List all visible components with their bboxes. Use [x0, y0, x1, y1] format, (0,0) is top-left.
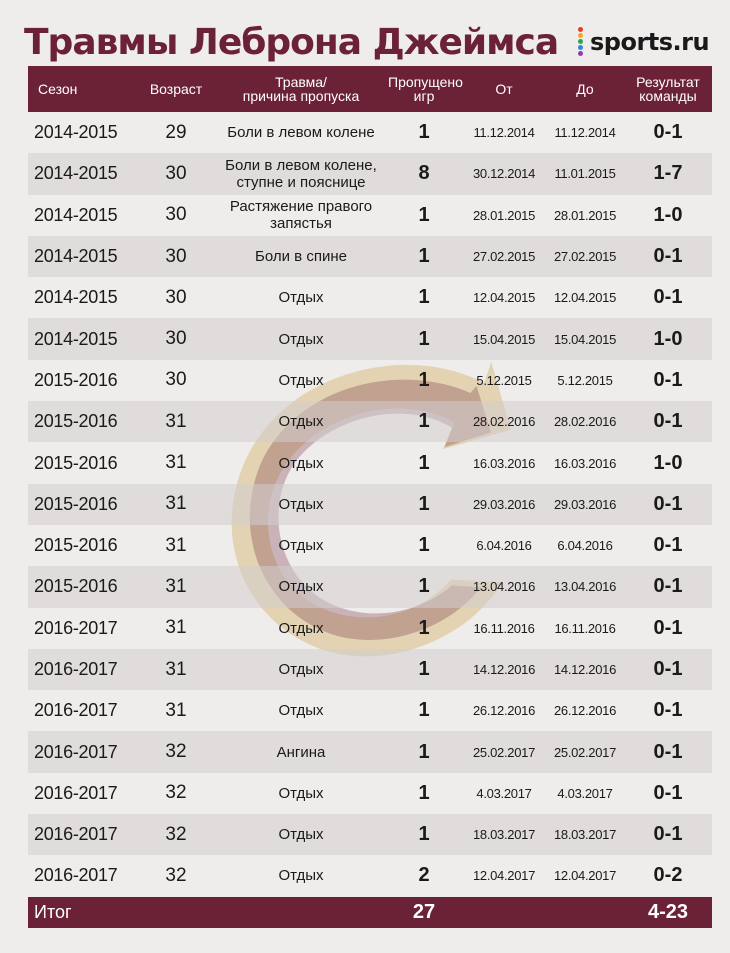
missed-cell: 1 [386, 484, 462, 525]
to-date-cell: 26.12.2016 [553, 703, 617, 719]
result-cell: 1-7 [624, 153, 712, 194]
table-row [28, 318, 712, 359]
from-date-cell: 30.12.2014 [462, 153, 546, 194]
missed-cell: 2 [418, 864, 430, 887]
from-date-cell: 25.02.2017 [462, 731, 546, 772]
result-cell: 0-1 [653, 781, 683, 804]
age-cell: 31 [165, 452, 187, 474]
table-row [28, 608, 712, 649]
age-cell: 31 [136, 401, 216, 442]
age-cell: 31 [136, 484, 216, 525]
from-date-cell: 13.04.2016 [462, 566, 546, 607]
total-missed: 27 [386, 897, 462, 928]
result-cell: 0-1 [624, 566, 712, 607]
result-cell: 0-1 [624, 814, 712, 855]
season-cell: 2014-2015 [34, 287, 118, 308]
season-cell: 2014-2015 [28, 153, 136, 194]
cause-cell: Отдых [216, 649, 386, 690]
season-cell: 2015-2016 [28, 401, 136, 442]
result-cell: 0-1 [624, 236, 712, 277]
age-cell: 30 [136, 153, 216, 194]
missed-cell: 1 [418, 368, 430, 391]
result-cell: 0-1 [624, 731, 712, 772]
age-cell: 31 [165, 534, 187, 556]
to-date-cell: 28.01.2015 [553, 207, 617, 223]
cause-cell: Отдых [278, 702, 324, 720]
result-cell: 0-1 [624, 401, 712, 442]
to-date-cell: 4.03.2017 [557, 785, 613, 801]
cause-cell: Растяжение правого запястья [229, 198, 373, 233]
age-cell: 29 [165, 121, 187, 143]
table-row [28, 690, 712, 731]
result-cell: 0-1 [653, 616, 683, 639]
cause-cell: Отдых [216, 318, 386, 359]
to-date-cell: 11.01.2015 [546, 153, 624, 194]
total-result: 4-23 [624, 897, 712, 928]
missed-cell: 1 [418, 781, 430, 804]
result-cell: 0-2 [653, 864, 683, 887]
missed-cell: 1 [418, 286, 430, 309]
missed-cell: 1 [386, 401, 462, 442]
age-cell: 31 [165, 617, 187, 639]
to-date-cell: 6.04.2016 [557, 538, 613, 554]
age-cell: 30 [165, 204, 187, 226]
table-row [28, 360, 712, 401]
table-row [28, 649, 712, 690]
age-cell: 30 [136, 318, 216, 359]
missed-cell: 1 [418, 699, 430, 722]
cause-cell: Боли в левом колене [227, 124, 375, 142]
from-date-cell: 12.04.2017 [472, 868, 536, 884]
from-date-cell: 28.01.2015 [472, 207, 536, 223]
season-cell: 2015-2016 [34, 535, 118, 556]
cause-cell: Отдых [278, 371, 324, 389]
cause-cell: Отдых [216, 401, 386, 442]
table-row [28, 525, 712, 566]
season-cell: 2014-2015 [34, 204, 118, 225]
season-cell: 2015-2016 [34, 452, 118, 473]
to-date-cell: 15.04.2015 [546, 318, 624, 359]
table-row [28, 401, 712, 442]
age-cell: 30 [165, 286, 187, 308]
missed-cell: 1 [418, 534, 430, 557]
age-cell: 32 [136, 731, 216, 772]
table-row [28, 731, 712, 772]
season-cell: 2016-2017 [28, 731, 136, 772]
table-row [28, 484, 712, 525]
to-date-cell: 18.03.2017 [546, 814, 624, 855]
to-date-cell: 16.11.2016 [554, 620, 616, 636]
column-header-age: Возраст [136, 66, 216, 112]
from-date-cell: 16.03.2016 [472, 455, 536, 471]
season-cell: 2016-2017 [34, 617, 118, 638]
result-cell: 0-1 [624, 484, 712, 525]
to-date-cell: 13.04.2016 [546, 566, 624, 607]
age-cell: 32 [136, 814, 216, 855]
season-cell: 2016-2017 [28, 814, 136, 855]
season-cell: 2016-2017 [34, 782, 118, 803]
to-date-cell: 12.04.2017 [553, 868, 617, 884]
age-cell: 30 [165, 369, 187, 391]
age-cell: 32 [165, 864, 187, 886]
injuries-table [28, 66, 712, 928]
cause-cell: Отдых [216, 814, 386, 855]
missed-cell: 1 [386, 236, 462, 277]
table-row [28, 442, 712, 483]
cause-cell: Боли в левом колене, ступне и пояснице [216, 153, 386, 194]
missed-cell: 1 [386, 318, 462, 359]
from-date-cell: 4.03.2017 [476, 785, 532, 801]
column-header-to: До [546, 66, 624, 112]
column-header-result: Результат команды [624, 66, 712, 112]
column-header-cause: Травма/ причина пропуска [216, 66, 386, 112]
cause-cell: Отдых [278, 454, 324, 472]
to-date-cell: 14.12.2016 [546, 649, 624, 690]
from-date-cell: 27.02.2015 [462, 236, 546, 277]
result-cell: 0-1 [624, 649, 712, 690]
result-cell: 0-1 [653, 699, 683, 722]
to-date-cell: 5.12.2015 [557, 372, 613, 388]
brand-dots-icon [578, 27, 584, 57]
missed-cell: 1 [418, 203, 430, 226]
to-date-cell: 11.12.2014 [554, 125, 616, 141]
cause-cell: Боли в спине [216, 236, 386, 277]
table-row [28, 153, 712, 194]
cause-cell: Отдых [216, 566, 386, 607]
from-date-cell: 14.12.2016 [462, 649, 546, 690]
missed-cell: 1 [386, 649, 462, 690]
table-row [28, 112, 712, 153]
age-cell: 31 [136, 566, 216, 607]
result-cell: 0-1 [653, 368, 683, 391]
result-cell: 0-1 [653, 286, 683, 309]
result-cell: 1-0 [624, 318, 712, 359]
table-row [28, 277, 712, 318]
missed-cell: 1 [418, 451, 430, 474]
table-row [28, 773, 712, 814]
brand-logo [578, 26, 709, 58]
season-cell: 2015-2016 [28, 566, 136, 607]
result-cell: 1-0 [653, 451, 683, 474]
column-header-from: От [462, 66, 546, 112]
season-cell: 2015-2016 [34, 369, 118, 390]
to-date-cell: 27.02.2015 [546, 236, 624, 277]
age-cell: 31 [136, 649, 216, 690]
total-label: Итог [28, 897, 136, 928]
result-cell: 0-1 [653, 534, 683, 557]
table-row [28, 236, 712, 277]
page-title: Травмы Леброна Джеймса [24, 22, 559, 63]
cause-cell: Отдых [278, 537, 324, 555]
column-header-season: Сезон [28, 66, 136, 112]
cause-cell: Отдых [278, 619, 324, 637]
cause-cell: Отдых [278, 867, 324, 885]
from-date-cell: 18.03.2017 [462, 814, 546, 855]
result-cell: 1-0 [653, 203, 683, 226]
table-header-row [28, 66, 712, 112]
from-date-cell: 26.12.2016 [472, 703, 536, 719]
result-cell: 0-1 [653, 121, 683, 144]
missed-cell: 1 [418, 616, 430, 639]
from-date-cell: 16.11.2016 [473, 620, 535, 636]
from-date-cell: 12.04.2015 [472, 290, 536, 306]
missed-cell: 1 [386, 731, 462, 772]
brand-name: sports.ru [590, 28, 710, 56]
to-date-cell: 12.04.2015 [553, 290, 617, 306]
cause-cell: Отдых [278, 784, 324, 802]
season-cell: 2014-2015 [28, 236, 136, 277]
cause-cell: Отдых [278, 289, 324, 307]
from-date-cell: 11.12.2014 [473, 125, 535, 141]
total-row [28, 897, 712, 928]
season-cell: 2016-2017 [34, 865, 118, 886]
column-header-missed: Пропущено игр [386, 66, 462, 112]
table-row [28, 195, 712, 236]
from-date-cell: 5.12.2015 [476, 372, 532, 388]
season-cell: 2014-2015 [28, 318, 136, 359]
from-date-cell: 6.04.2016 [476, 538, 532, 554]
from-date-cell: 29.03.2016 [462, 484, 546, 525]
age-cell: 30 [136, 236, 216, 277]
to-date-cell: 29.03.2016 [546, 484, 624, 525]
missed-cell: 1 [386, 566, 462, 607]
cause-cell: Ангина [216, 731, 386, 772]
table-row [28, 855, 712, 896]
missed-cell: 1 [418, 121, 430, 144]
age-cell: 31 [165, 699, 187, 721]
table-row [28, 814, 712, 855]
from-date-cell: 28.02.2016 [462, 401, 546, 442]
age-cell: 32 [165, 782, 187, 804]
from-date-cell: 15.04.2015 [462, 318, 546, 359]
season-cell: 2016-2017 [28, 649, 136, 690]
season-cell: 2016-2017 [34, 700, 118, 721]
season-cell: 2014-2015 [34, 122, 118, 143]
to-date-cell: 16.03.2016 [553, 455, 617, 471]
cause-cell: Отдых [216, 484, 386, 525]
table-row [28, 566, 712, 607]
missed-cell: 8 [386, 153, 462, 194]
season-cell: 2015-2016 [28, 484, 136, 525]
to-date-cell: 25.02.2017 [546, 731, 624, 772]
missed-cell: 1 [386, 814, 462, 855]
to-date-cell: 28.02.2016 [546, 401, 624, 442]
